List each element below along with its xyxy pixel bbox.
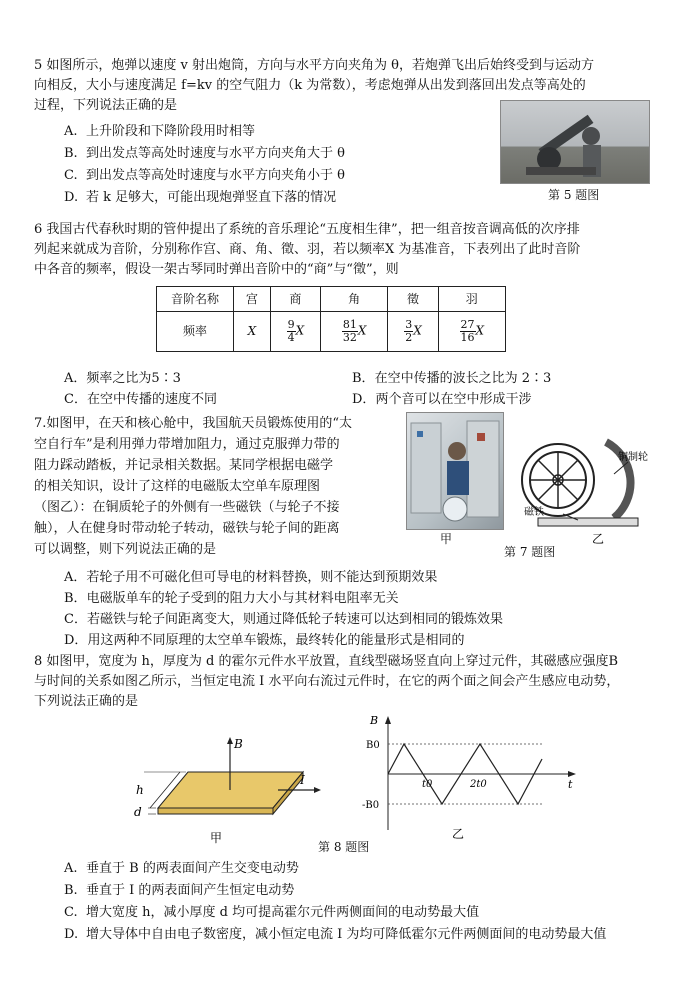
question-8 [34,652,654,712]
table-name-gong: 宫 [234,287,271,312]
q8-option-b: B. 垂直于 I 的两表面间产生恒定电动势 [64,883,295,898]
q5-option-b: B. 到出发点等高处时速度与水平方向夹角大于 θ [64,146,345,161]
table-name-shang: 商 [270,287,320,312]
q8-option-a: A. 垂直于 B 的两表面间产生交变电动势 [64,861,299,876]
table-row [157,312,506,352]
freq-gong: X [234,312,271,352]
question-6 [34,220,654,280]
copper-wheel [522,444,594,516]
q5-line-2: 向相反，大小与速度满足 f=kv 的空气阻力（k 为常数），考虑炮弹从出发到落回出发点等高处的 [34,78,586,94]
q5-line-1: 5 如图所示，炮弹以速度 v 射出炮筒，方向与水平方向夹角为 θ，若炮弹飞出后始终受到与运动方 [34,58,594,73]
table-row-label: 频率 [157,312,234,352]
label-B: B [234,737,243,751]
table-name-yu: 羽 [438,287,505,312]
table-name-zhi: 徵 [388,287,438,312]
q7-line-7: 可以调整，则下列说法正确的是 [34,542,217,557]
q5-caption: 第 5 题图 [548,188,600,202]
q7-label-jia: 甲 [440,532,453,546]
freq-jue: $\frac{81}{32}$ X [320,312,387,352]
q8-line-1: 8 如图甲，宽度为 h，厚度为 d 的霍尔元件水平放置，直线型磁场竖直向上穿过元件，其磁感应强度B [34,654,619,669]
q7-option-a: A．若轮子用不可磁化但可导电的材料替换，则不能达到预期效果 [64,570,438,585]
q7-diagram-yi [518,428,658,548]
q7-options [64,567,503,651]
label-h: h [136,783,144,797]
label-d: d [134,805,142,819]
q7-line-3: 阻力踩动踏板，并记录相关数据。某同学根据电磁学 [34,458,334,473]
q8-line-3: 下列说法正确的是 [34,694,139,710]
q6-line-1: 6 我国古代春秋时期的管仲提出了系统的音乐理论“五度相生律”，把一组音按音调高低的次序排 [34,222,580,237]
freq-shang: $\frac{9}{4}$ X [270,312,320,352]
q7-line-2: 空自行车”是利用弹力带增加阻力，通过克服弹力带的 [34,437,340,452]
q6-option-b: B．在空中传播的波长之比为 2∶3 [352,371,552,386]
question-7 [34,413,404,560]
q7-option-d: D．用这两种不同原理的太空单车锻炼，最终转化的能量形式是相同的 [64,633,465,648]
q5-photo [500,100,650,184]
label-I: I [300,773,305,787]
table-header-label: 音阶名称 [157,287,234,312]
q6-option-d: D．两个音可以在空中形成干涉 [352,392,532,407]
q8-caption: 第 8 题图 [318,840,370,854]
q7-line-5: （图乙）：在铜质轮子的外侧有一些磁铁（与轮子不接 [34,500,340,515]
label-yi: 乙 [452,827,465,841]
tick-2t0: 2t0 [470,779,487,790]
q8-option-c: C. 增大宽度 h，减小厚度 d 均可提高霍尔元件两侧面间的电动势最大值 [64,905,480,920]
q7-line-1: 7.如图甲，在天和核心舱中，我国航天员锻炼使用的“太 [34,416,353,431]
freq-yu: $\frac{27}{16}$ X [438,312,505,352]
tick-neg-B0: -B0 [362,800,380,811]
q8-line-2: 与时间的关系如图乙所示，当恒定电流 I 水平向右流过元件时，在它的两个面之间会产生感应电动势， [34,674,620,690]
q6-option-a: A．频率之比为5∶3 [64,371,181,386]
q7-line-6: 触），人在健身时带动轮子转动，磁铁与轮子间的距离 [34,521,340,536]
q8-option-d: D. 增大导体中自由电子数密度，减小恒定电流 I 为均可降低霍尔元件两侧面间的电动势最大值 [64,927,607,942]
axis-label-B: B [370,714,379,727]
q6-option-c: C．在空中传播的速度不同 [64,392,217,407]
q5-option-a: A. 上升阶段和下降阶段用时相等 [64,124,256,139]
q7-caption: 第 7 题图 [504,545,556,559]
q6-frequency-table [156,286,506,352]
q7-option-c: C．若磁铁与轮子间距离变大，则通过降低轮子转速可以达到相同的锻炼效果 [64,612,503,627]
axis-label-t: t [568,778,573,791]
label-magnet: 磁铁 [524,507,544,518]
q7-line-4: 的相关知识，设计了这样的电磁版太空单车原理图 [34,479,321,494]
tick-t0: t0 [422,779,433,790]
tick-B0: B0 [366,740,380,751]
table-row [157,287,506,312]
q5-line-3: 过程，下列说法正确的是 [34,98,178,114]
label-copper-wheel: 铜制轮 [618,452,648,463]
q5-option-c: C. 到出发点等高处时速度与水平方向夹角小于 θ [64,168,345,183]
hall-plate-front [158,808,273,814]
label-jia: 甲 [210,831,223,845]
q5-option-d: D. 若 k 足够大，可能出现炮弹竖直下落的情况 [64,190,337,205]
q5-options [64,121,345,209]
q7-photo-jia [406,412,504,530]
q8-options [64,858,606,946]
base-plate [538,518,638,526]
q6-line-3: 中各音的频率，假设一架古琴同时弹出音阶中的“商”与“徵”，则 [34,262,399,278]
label-yi: 乙 [592,532,605,546]
table-name-jue: 角 [320,287,387,312]
q8-figure-yi [360,712,580,842]
freq-zhi: $\frac{3}{2}$ X [388,312,438,352]
q6-line-2: 列起来就成为音阶，分别称作宫、商、角、徵、羽，若以频率X 为基准音，下表列出了此时音阶 [34,242,581,258]
q7-option-b: B．电磁版单车的轮子受到的阻力大小与其材料电阻率无关 [64,591,399,606]
q8-figure-jia [128,728,328,848]
